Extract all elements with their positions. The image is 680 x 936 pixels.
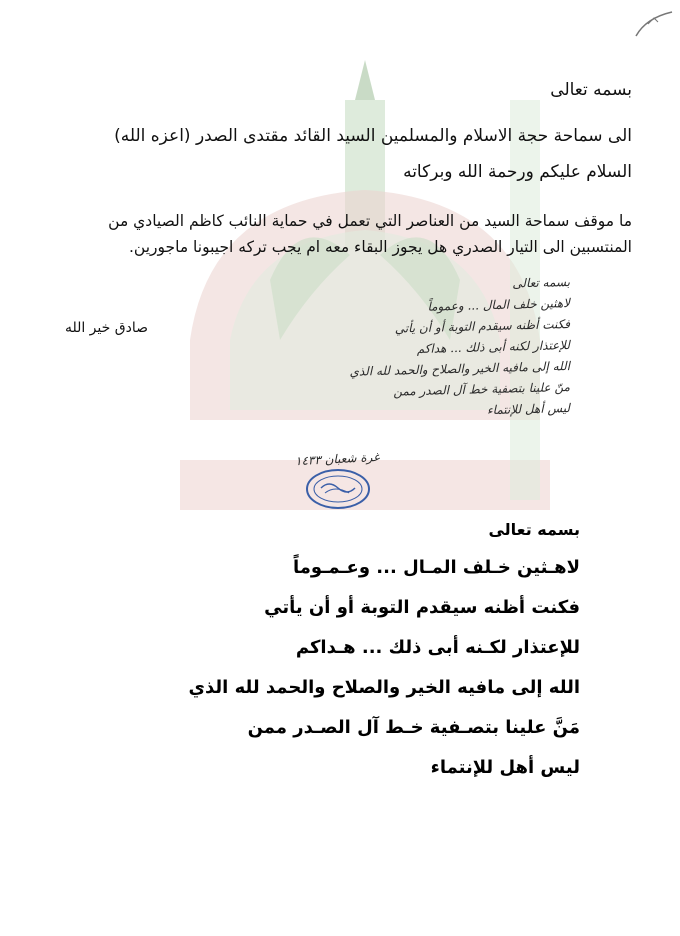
letter-question-line-1: ما موقف سماحة السيد من العناصر التي تعمل في حماية النائب كاظم الصيادي من: [108, 212, 632, 230]
handwritten-line: لاهثين خلف المال ... وعموماً: [427, 296, 571, 314]
letter-sender: صادق خير الله: [64, 320, 148, 336]
letter-question-line-2: المنتسبين الى التيار الصدري هل يجوز البقاء معه ام يجب تركه اجيبونا ماجورين.: [128, 238, 632, 256]
handwritten-date: غرة شعبان ١٤٣٣: [295, 449, 381, 469]
letter-greeting: السلام عليكم ورحمة الله وبركاته: [403, 162, 632, 182]
corner-mark: [634, 8, 674, 38]
transcription-heading: بسمه تعالى: [488, 520, 580, 539]
letter-recipient: الى سماحة حجة الاسلام والمسلمين السيد القائد مقتدى الصدر (اعزه الله): [114, 126, 632, 146]
reply-transcription: [180, 512, 580, 788]
transcription-line: الله إلى مافيه الخير والصلاح والحمد لله الذي: [188, 677, 580, 698]
office-seal: [305, 468, 371, 510]
transcription-line: ليس أهل للإنتماء: [430, 757, 580, 778]
handwritten-line: ليس أهل للإنتماء: [486, 401, 571, 418]
handwritten-line: للإعتذار لكنه أبى ذلك ... هداكم: [416, 338, 571, 357]
transcription-line: مَنَّ علينا بتصـفية خـط آل الصـدر ممن: [247, 717, 580, 738]
letter-opening: بسمه تعالى: [550, 80, 632, 100]
transcription-line: لاهـثين خـلف المـال ... وعـمـوماً: [293, 557, 580, 578]
handwritten-line: بسمه تعالى: [512, 275, 571, 291]
transcription-line: فكنت أظنه سيقدم التوبة أو أن يأتي: [264, 597, 580, 618]
handwritten-line: فكنت أظنه سيقدم التوبة أو أن يأتي: [394, 317, 571, 336]
handwritten-reply: [270, 272, 570, 419]
transcription-line: للإعتذار لكـنه أبى ذلك ... هـداكم: [295, 637, 580, 658]
handwritten-line: الله إلى مافيه الخير والصلاح والحمد لله الذي: [349, 359, 571, 379]
handwritten-line: منّ علينا بتصفية خط آل الصدر ممن: [393, 380, 571, 399]
